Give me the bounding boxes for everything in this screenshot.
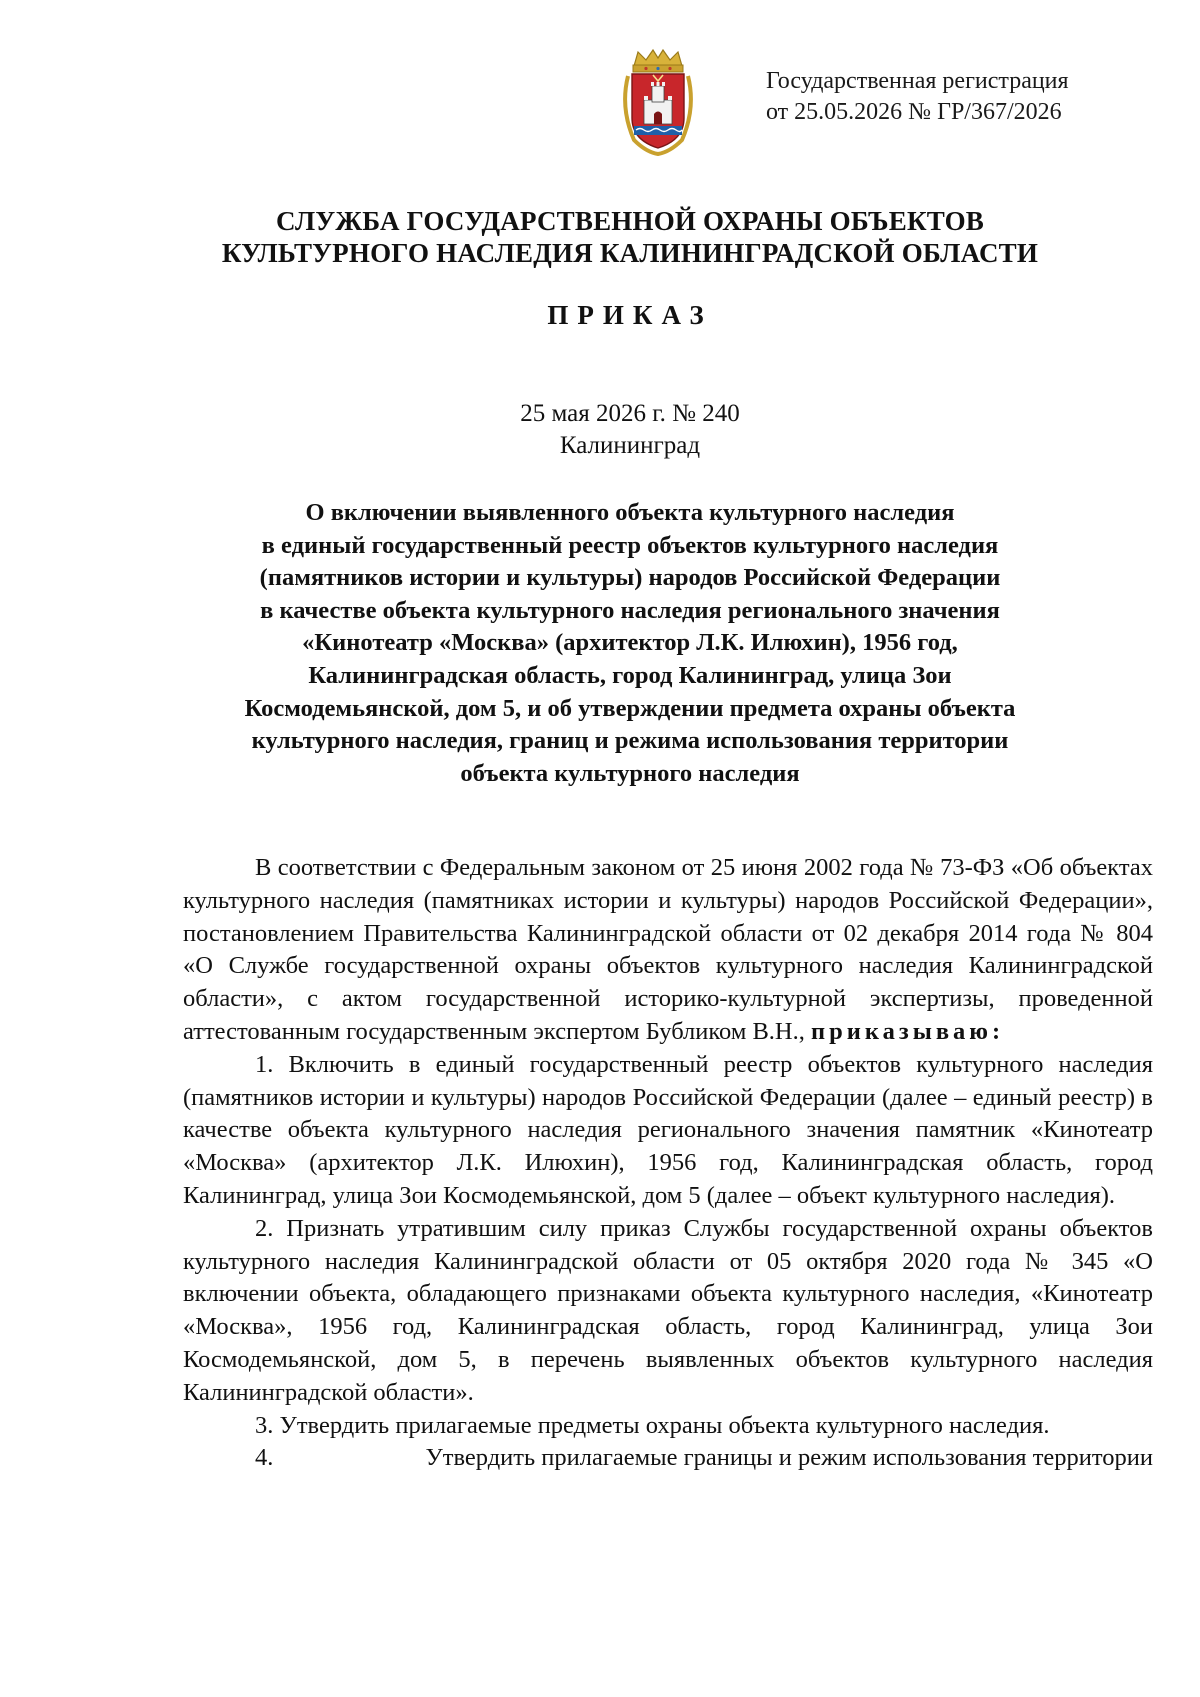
subject-line: О включении выявленного объекта культурного наследия (305, 499, 955, 526)
subject-line: культурного наследия, границ и режима использования территории (251, 727, 1009, 755)
order-city: Калининград (559, 432, 701, 459)
order-date-block (370, 398, 890, 462)
order-item-4-number: 4. (255, 1444, 274, 1472)
registration-line-2: от 25.05.2026 № ГР/367/2026 (766, 99, 1062, 125)
agency-name-line-2: КУЛЬТУРНОГО НАСЛЕДИЯ КАЛИНИНГРАДСКОЙ ОБЛАСТИ (221, 238, 1039, 268)
subject-line: объекта культурного наследия (460, 759, 800, 787)
kaliningrad-coat-of-arms-icon (620, 48, 696, 156)
order-date-number: 25 мая 2026 г. № 240 (520, 400, 740, 427)
subject-line: в единый государственный реестр объектов культурного наследия (261, 531, 999, 559)
subject-line: «Кинотеатр «Москва» (архитектор Л.К. Илюхин), 1956 год, (302, 629, 958, 657)
order-item-1: 1. Включить в единый государственный реестр объектов культурного наследия (памятников истории и культуры) народов Российской Федерации (далее – единый реестр) в качестве объекта культурного наследия регионального значения памятник «Кинотеатр «Москва» (архитектор Л.К. Илюхин), 1956 год, Калининградская область, город Калининград, улица Зои Космодемьянской, дом 5 (далее – объект культурного наследия). (183, 1050, 1153, 1209)
subject-line: (памятников истории и культуры) народов Российской Федерации (259, 564, 1001, 592)
order-word: приказываю: (811, 1017, 1005, 1045)
order-item-4-text: Утвердить прилагаемые границы и режим использования территории (425, 1444, 1153, 1472)
state-registration-stamp (766, 66, 1166, 128)
preamble-text: В соответствии с Федеральным законом от 25 июня 2002 года № 73-ФЗ «Об объектах культурного наследия (памятниках истории и культуры) народов Российской Федерации», постановлением Правительства Калининградской области от 02 декабря 2014 года № 804 «О Службе государственной охраны объектов культурного наследия Калининградской области», с актом государственной историко-культурной экспертизы, проведенной аттестованным государственным экспертом Бубликом В.Н., (183, 854, 1153, 1045)
order-item-4 (183, 1442, 1153, 1475)
subject-line: в качестве объекта культурного наследия регионального значения (260, 596, 1000, 624)
agency-name-line-1: СЛУЖБА ГОСУДАРСТВЕННОЙ ОХРАНЫ ОБЪЕКТОВ (276, 206, 984, 236)
agency-name (150, 205, 1110, 269)
subject-line: Космодемьянской, дом 5, и об утверждении предмета охраны объекта (244, 694, 1016, 722)
order-item-3: 3. Утвердить прилагаемые предметы охраны объекта культурного наследия. (255, 1411, 1050, 1439)
order-subject (180, 497, 1080, 790)
subject-line: Калининградская область, город Калининград, улица Зои (308, 661, 952, 689)
order-item-2: 2. Признать утратившим силу приказ Службы государственной охраны объектов культурного наследия Калининградской области от 05 октября 2020 года № 345 «О включении объекта, обладающего признаками объекта культурного наследия, «Кинотеатр «Москва», 1956 год, Калининградская область, город Калининград, улица Зои Космодемьянской, дом 5, в перечень выявленных объектов культурного наследия Калининградской области». (183, 1214, 1153, 1406)
registration-line-1: Государственная регистрация (766, 68, 1069, 94)
preamble-paragraph (183, 852, 1153, 1049)
order-title: ПРИКАЗ (547, 300, 713, 330)
order-body (183, 852, 1153, 1475)
